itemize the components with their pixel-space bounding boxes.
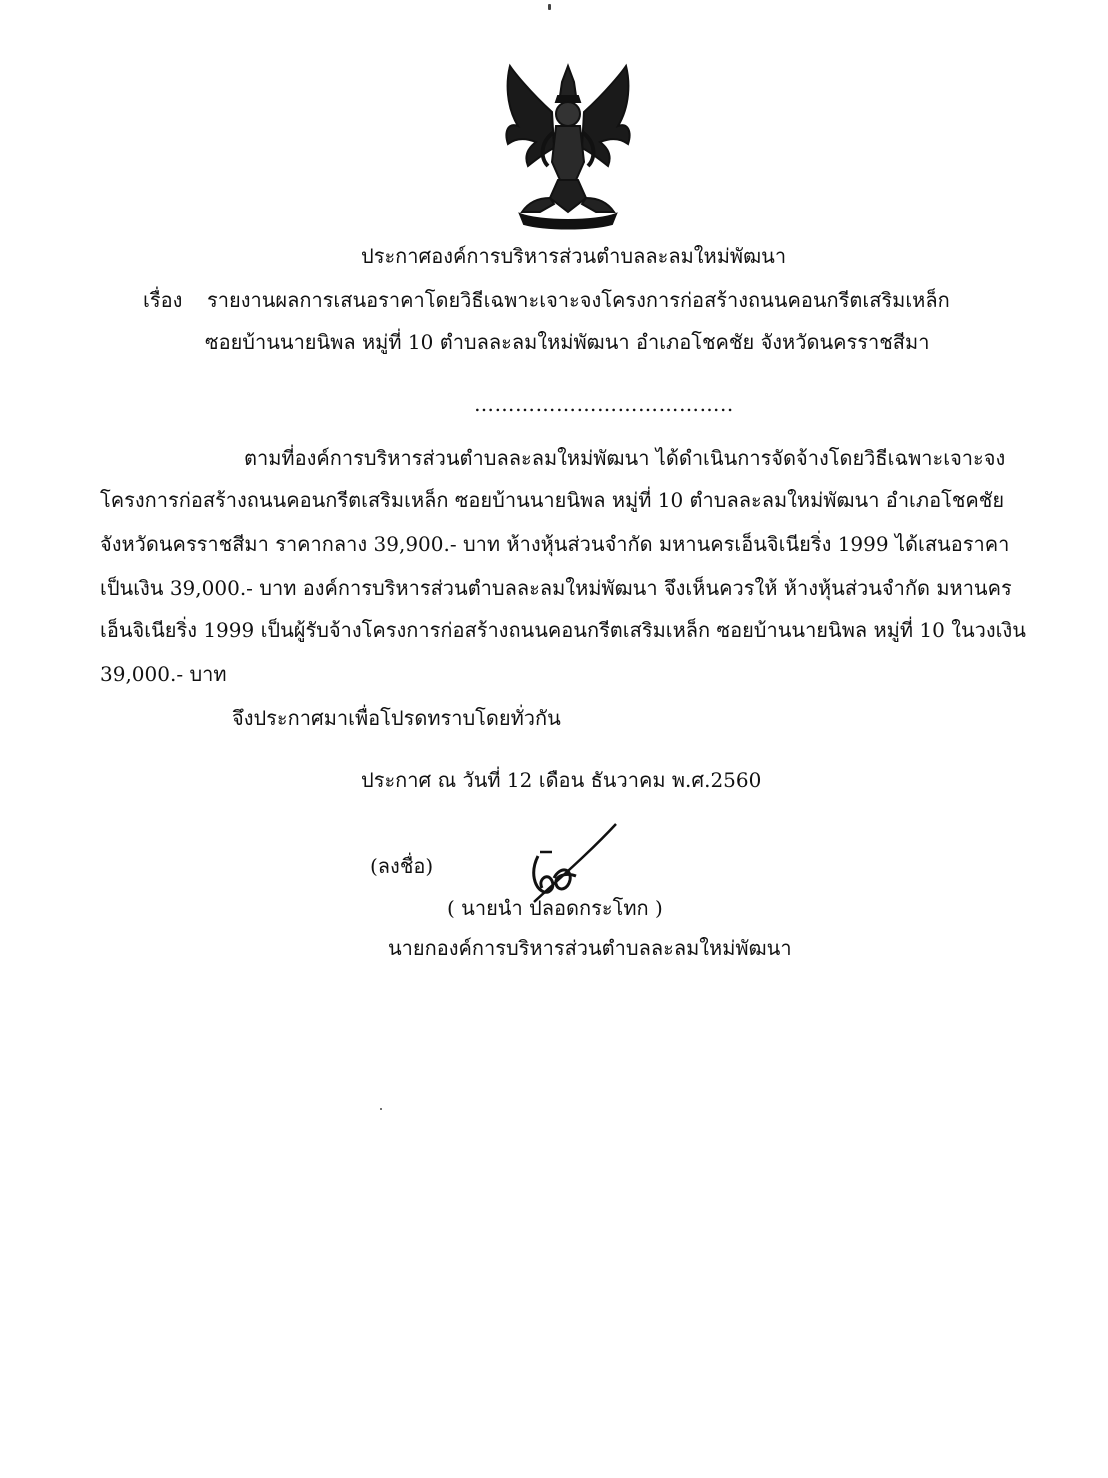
body-line-3: จังหวัดนครราชสีมา ราคากลาง 39,900.- บาท ห้างหุ้นส่วนจำกัด มหานครเอ็นจิเนียริ่ง 1999 ได้เสนอราคา <box>100 532 1010 556</box>
signed-label: (ลงชื่อ) <box>370 854 434 878</box>
garuda-emblem-icon <box>500 62 636 230</box>
body-line-5: เอ็นจิเนียริ่ง 1999 เป็นผู้รับจ้างโครงการก่อสร้างถนนคอนกรีตเสริมเหล็ก ซอยบ้านนายนิพล หมู่ที่ 10 ในวงเงิน <box>100 618 1026 642</box>
scan-speck <box>380 1108 382 1110</box>
subject-label: เรื่อง <box>143 288 183 312</box>
signatory-name: ( นายนำ ปลอดกระโทก ) <box>447 896 663 920</box>
body-line-1: ตามที่องค์การบริหารส่วนตำบลละลมใหม่พัฒนา ได้ดำเนินการจัดจ้างโดยวิธีเฉพาะเจาะจง <box>244 446 1006 470</box>
subject-line-2: ซอยบ้านนายนิพล หมู่ที่ 10 ตำบลละลมใหม่พัฒนา อำเภอโชคชัย จังหวัดนครราชสีมา <box>205 330 930 354</box>
announcement-title: ประกาศองค์การบริหารส่วนตำบลละลมใหม่พัฒนา <box>361 244 787 268</box>
signatory-position: นายกองค์การบริหารส่วนตำบลละลมใหม่พัฒนา <box>388 936 792 960</box>
subject-line-1: รายงานผลการเสนอราคาโดยวิธีเฉพาะเจาะจงโครงการก่อสร้างถนนคอนกรีตเสริมเหล็ก <box>207 288 950 312</box>
body-line-4: เป็นเงิน 39,000.- บาท องค์การบริหารส่วนตำบลละลมใหม่พัฒนา จึงเห็นควรให้ ห้างหุ้นส่วนจำกัด มหานคร <box>100 576 1012 600</box>
scan-speck <box>548 4 551 10</box>
body-line-2: โครงการก่อสร้างถนนคอนกรีตเสริมเหล็ก ซอยบ้านนายนิพล หมู่ที่ 10 ตำบลละลมใหม่พัฒนา อำเภอโชคชัย <box>100 488 1005 512</box>
date-line: ประกาศ ณ วันที่ 12 เดือน ธันวาคม พ.ศ.2560 <box>361 768 762 792</box>
closing-line: จึงประกาศมาเพื่อโปรดทราบโดยทั่วกัน <box>232 706 561 730</box>
body-line-6: 39,000.- บาท <box>100 662 227 686</box>
separator-dots: ……………………………….. <box>474 392 734 416</box>
